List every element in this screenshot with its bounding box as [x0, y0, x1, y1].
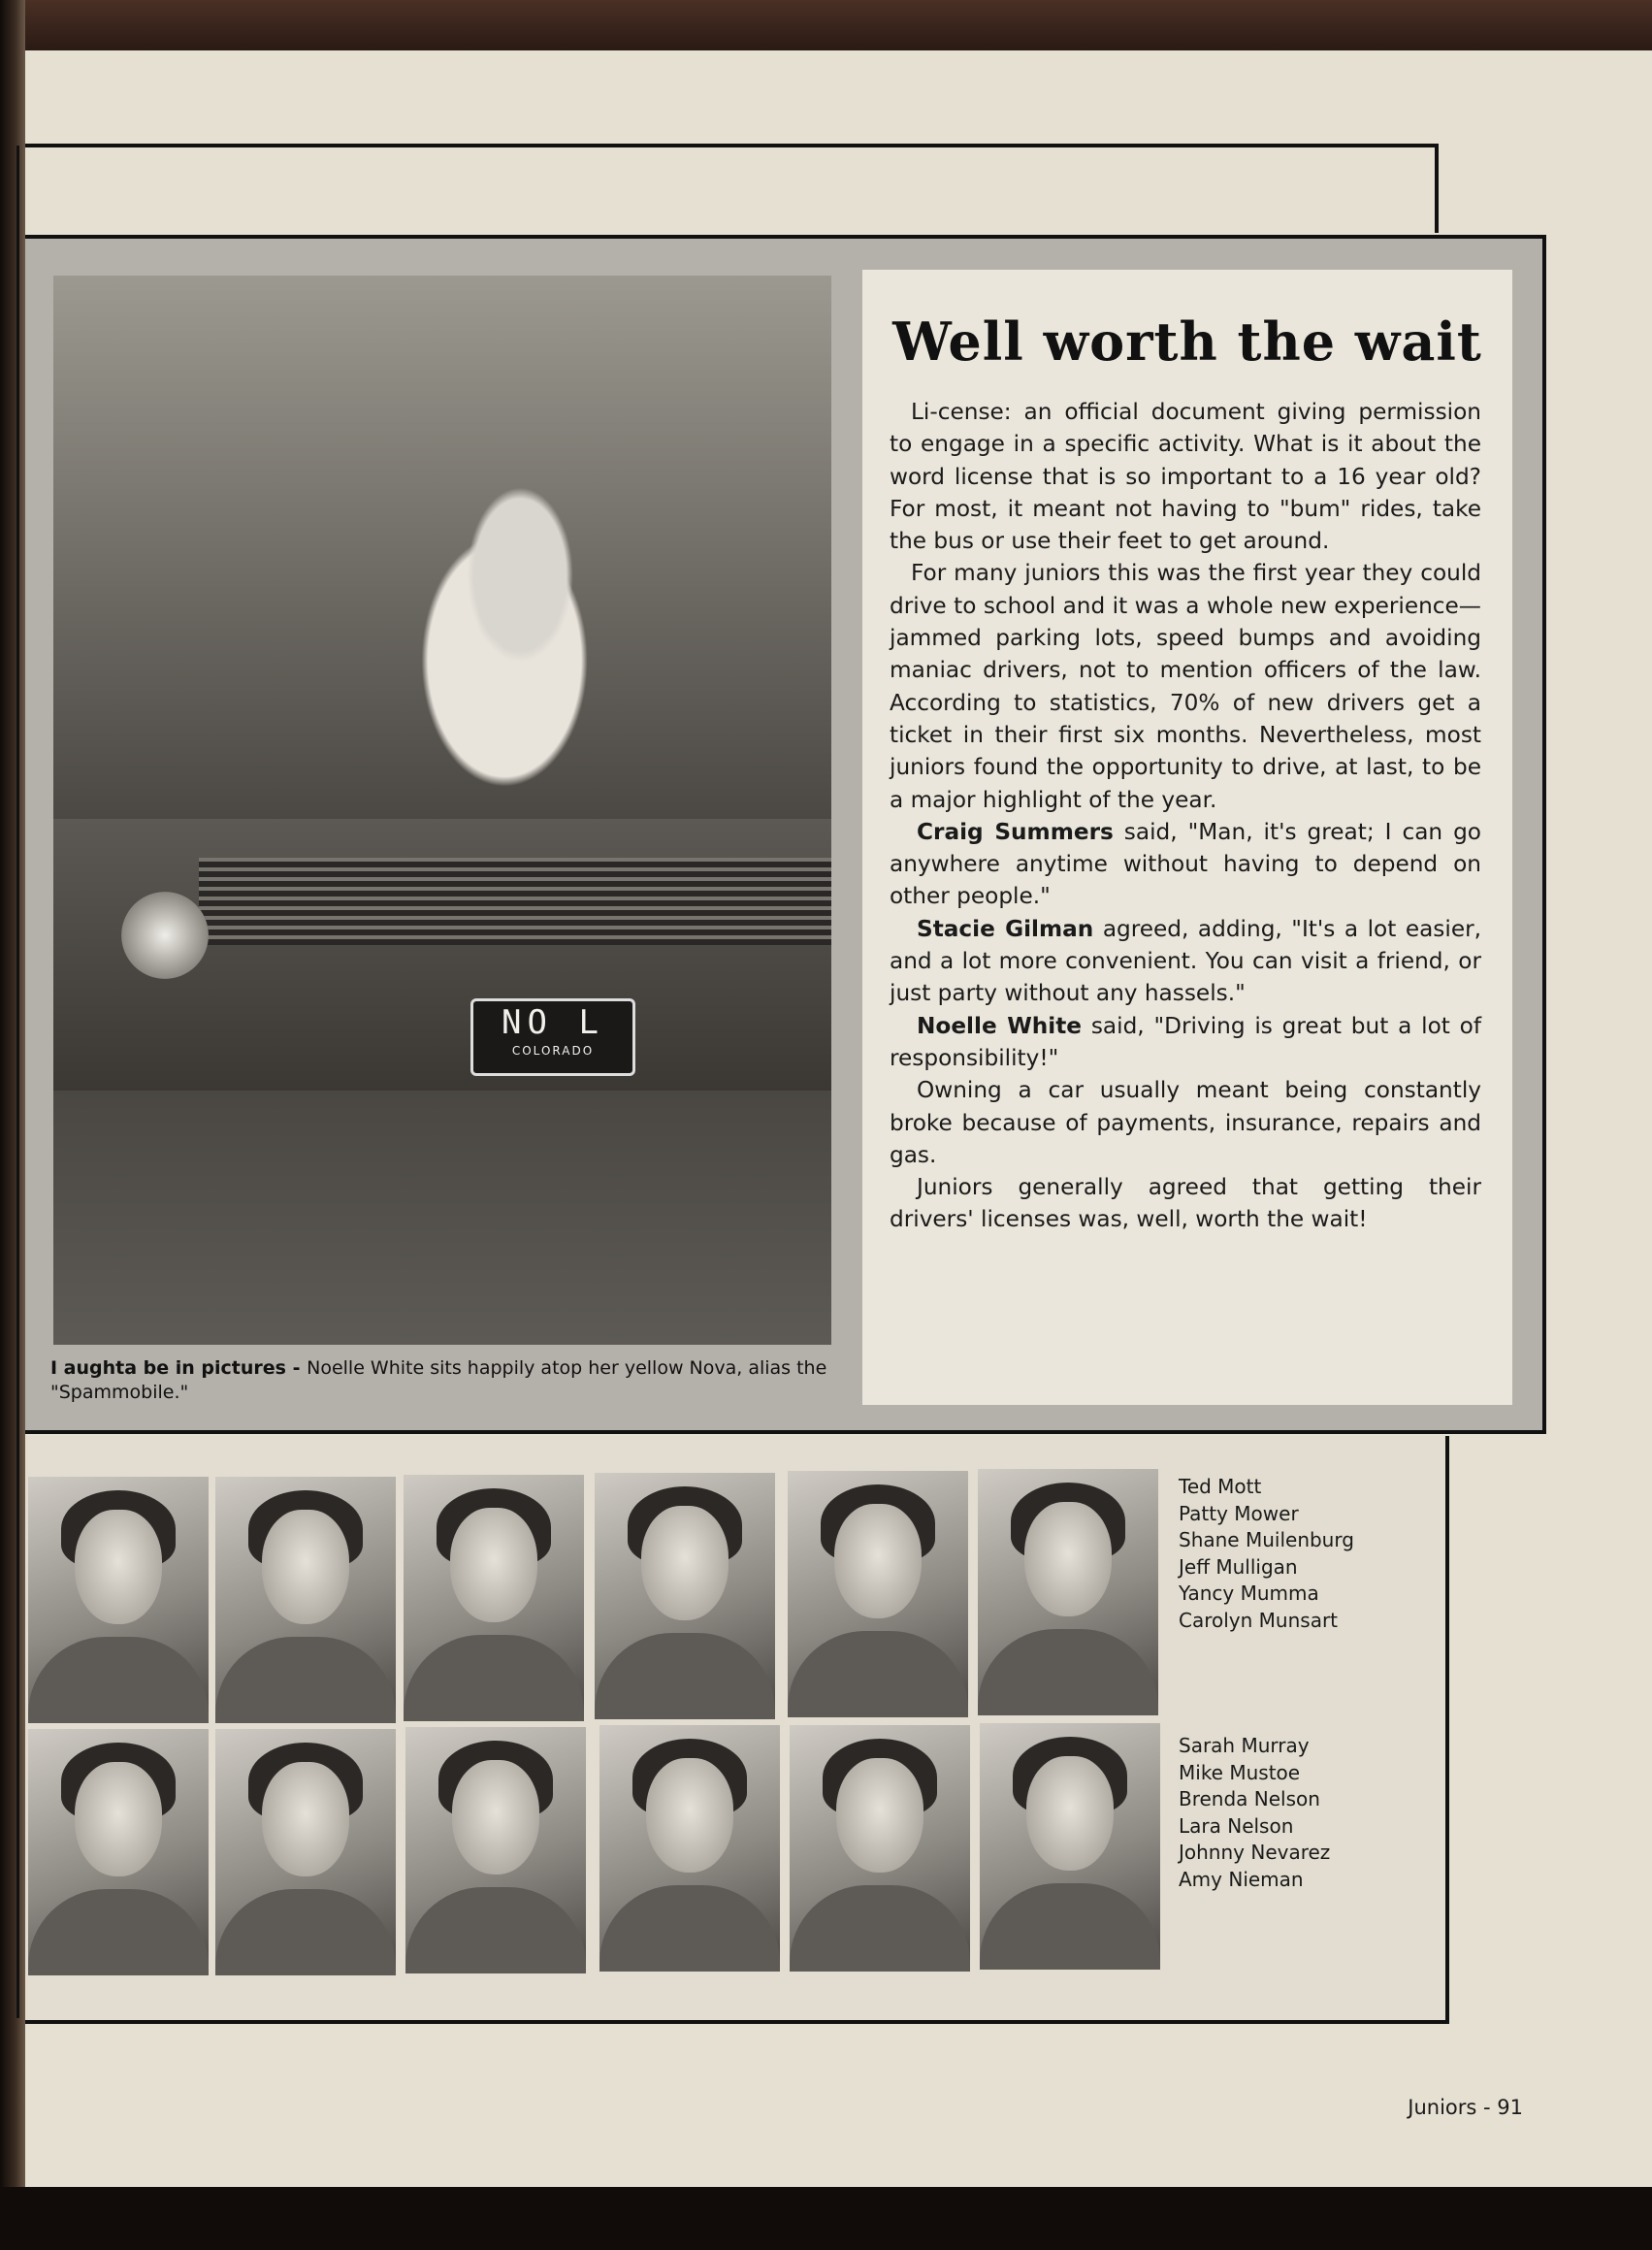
- portrait-photo: [28, 1477, 209, 1723]
- article-body: [890, 396, 1481, 1236]
- portrait-photo: [215, 1729, 396, 1975]
- photo-caption: [50, 1356, 836, 1405]
- license-plate: [470, 998, 635, 1076]
- caption-title: I aughta be in pictures -: [50, 1357, 308, 1379]
- paragraph-text: said, "Man, it's great; I can go anywhere anytime without having to depend on other people.": [890, 818, 1481, 910]
- paragraph-text: Juniors generally agreed that getting their drivers' licenses was, well, worth the wait!: [890, 1174, 1481, 1233]
- book-top-edge: [0, 0, 1652, 50]
- portrait-photo: [28, 1729, 209, 1975]
- caption-text: Noelle White sits happily atop her yellow Nova, alias the "Spammobile.": [50, 1357, 827, 1403]
- car-headlight: [121, 892, 209, 979]
- portrait-photo: [599, 1725, 780, 1972]
- paragraph: [890, 913, 1481, 1010]
- plate-state: COLORADO: [511, 1044, 595, 1058]
- plate-number: NO L: [502, 1003, 604, 1042]
- portrait-photo: [215, 1477, 396, 1723]
- student-name: Jeff Mulligan: [1179, 1554, 1298, 1579]
- paragraph-text: agreed, adding, "It's a lot easier, and a lot more convenient. You can visit a friend, or just party without any hassels.": [890, 915, 1481, 1007]
- paragraph-text: said, "Driving is great but a lot of responsibility!": [890, 1012, 1481, 1071]
- portrait-photo: [404, 1475, 584, 1721]
- portrait-photo: [405, 1727, 586, 1973]
- student-name: Shane Muilenburg: [1179, 1528, 1354, 1551]
- portrait-photo: [978, 1469, 1158, 1715]
- student-name: Amy Nieman: [1179, 1867, 1304, 1891]
- paragraph: [890, 396, 1481, 557]
- portrait-photo: [788, 1471, 968, 1717]
- book-spine: [0, 0, 25, 2250]
- paragraph-text: Li-cense: an official document giving permission to engage in a specific activity. What is it about the word license that is so important to a 16 year old? For most, it meant not having to "bum" rides, take the bus or use their feet to get around.: [890, 399, 1481, 555]
- student-name: Johnny Nevarez: [1179, 1841, 1331, 1864]
- paragraph: [890, 557, 1481, 815]
- story-box: [862, 270, 1512, 1405]
- quote-speaker: Craig Summers: [917, 818, 1114, 845]
- portrait-names-row-2: [1179, 1733, 1392, 1893]
- student-name: Sarah Murray: [1179, 1734, 1310, 1757]
- portrait-photo: [790, 1725, 970, 1972]
- feature-photo: [53, 276, 831, 1345]
- car-grille: [199, 858, 831, 945]
- student-name: Brenda Nelson: [1179, 1787, 1320, 1810]
- paragraph-text: Owning a car usually meant being constantly broke because of payments, insurance, repairs and gas.: [890, 1077, 1481, 1168]
- portrait-photo: [980, 1723, 1160, 1970]
- headline: Well worth the wait: [892, 310, 1482, 373]
- paragraph-text: For many juniors this was the first year they could drive to school and it was a whole new experience—jammed parking lots, speed bumps and avoiding maniac drivers, not to mention officers of the law. According to statistics, 70% of new drivers get a ticket in their first six months. Nevertheless, most juniors found the opportunity to drive, at last, to be a major highlight of the year.: [890, 560, 1481, 813]
- portrait-photo: [595, 1473, 775, 1719]
- quote-speaker: Stacie Gilman: [917, 915, 1094, 942]
- paragraph: [890, 1074, 1481, 1171]
- left-border-rule: [16, 146, 19, 2018]
- student-name: Yancy Mumma: [1179, 1582, 1319, 1605]
- paragraph: [890, 1171, 1481, 1236]
- student-name: Lara Nelson: [1179, 1813, 1294, 1838]
- paragraph: [890, 816, 1481, 913]
- book-bottom-edge: [0, 2187, 1652, 2250]
- student-name: Ted Mott: [1179, 1475, 1262, 1498]
- quote-speaker: Noelle White: [917, 1012, 1083, 1039]
- page-folio: Juniors - 91: [1408, 2096, 1523, 2119]
- portrait-names-row-1: [1179, 1474, 1392, 1634]
- student-name: Patty Mower: [1179, 1501, 1299, 1525]
- upper-decorative-frame: [25, 144, 1439, 233]
- student-name: Carolyn Munsart: [1179, 1608, 1339, 1632]
- paragraph: [890, 1010, 1481, 1075]
- student-name: Mike Mustoe: [1179, 1760, 1301, 1784]
